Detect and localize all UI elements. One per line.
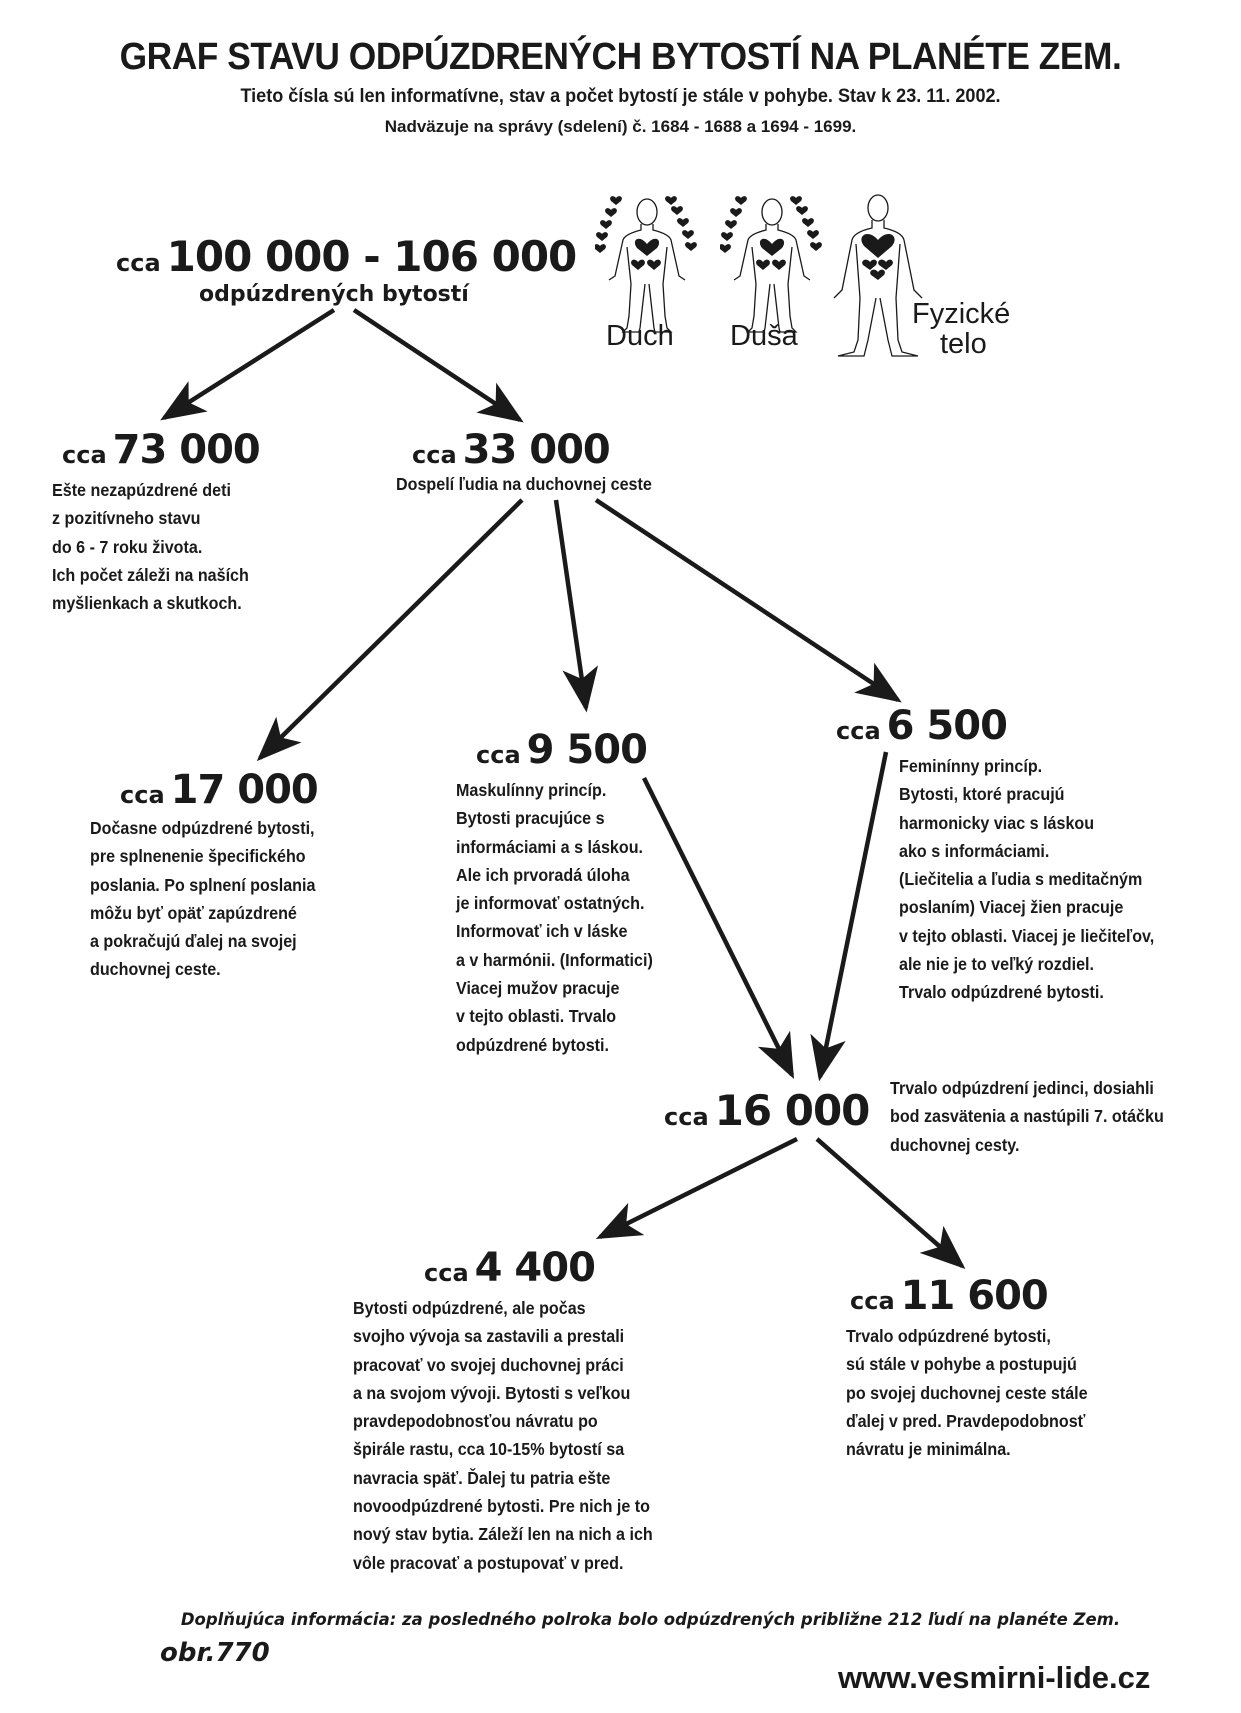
arrow-adults-to-masculine	[556, 500, 586, 708]
figure-label-fyzicke: Fyzické	[912, 298, 1011, 330]
masculine-count	[476, 727, 647, 773]
advancing-prefix: cca	[850, 1287, 895, 1315]
feminine-count	[836, 703, 1007, 749]
masculine-value: 9 500	[526, 727, 647, 773]
adults-prefix: cca	[412, 441, 457, 469]
masculine-prefix: cca	[476, 741, 521, 769]
figure-label-duch: Duch	[606, 320, 674, 352]
initiated-value: 16 000	[714, 1086, 870, 1135]
stopped-count	[424, 1245, 595, 1291]
children-count	[62, 427, 260, 473]
root-value: 100 000 - 106 000	[166, 232, 577, 281]
figure-number: obr.770	[160, 1638, 270, 1668]
arrow-adults-to-temporary	[260, 500, 522, 758]
initiated-count	[664, 1086, 870, 1135]
arrow-root-to-adults	[354, 310, 520, 420]
temporary-prefix: cca	[120, 781, 165, 809]
website-link[interactable]: www.vesmirni-lide.cz	[838, 1660, 1151, 1695]
temporary-value: 17 000	[170, 767, 318, 813]
reference-line: Nadväzuje na správy (sdelení) č. 1684 - 1688 a 1694 - 1699.	[384, 117, 857, 136]
supplementary-note: Doplňujúca informácia: za posledného polroka bolo odpúzdrených približne 212 ľudí na planéte Zem.	[180, 1610, 1121, 1630]
physical-body-figure-icon	[828, 194, 938, 364]
figure-label-telo: telo	[940, 328, 987, 360]
adults-description: Dospelí ľudia na duchovnej ceste	[396, 474, 652, 494]
children-value: 73 000	[112, 427, 260, 473]
root-count	[116, 232, 577, 281]
feminine-description: Feminínny princíp. Bytosti, ktoré pracujú harmonicky viac s láskou ako s informáciami. (Liečitelia a ľudia s meditačným poslaním) Viacej žien pracuje v tejto oblasti. Viacej je liečiteľov, ale nie je to veľký rozdiel. Trvalo odpúzdrené bytosti.	[899, 756, 1155, 1003]
stopped-prefix: cca	[424, 1259, 469, 1287]
stopped-description: Bytosti odpúzdrené, ale počas svojho vývoja sa zastavili a prestali pracovať vo svojej duchovnej práci a na svojom vývoji. Bytosti s veľkou pravdepodobnosťou návratu po špirále rastu, cca 10-15% bytostí sa navracia späť. Ďalej tu patria ešte novoodpúzdrené bytosti. Pre nich je to nový stav bytia. Záleží len na nich a ich vôle pracovať a postupovať v pred.	[353, 1298, 653, 1573]
arrow-feminine-to-initiated	[820, 752, 886, 1077]
root-prefix: cca	[116, 249, 161, 277]
arrow-adults-to-feminine	[596, 500, 898, 700]
advancing-value: 11 600	[900, 1273, 1048, 1319]
children-description: Ešte nezapúzdrené deti z pozitívneho stavu do 6 - 7 roku života. Ich počet záleži na naších myšlienkach a skutkoch.	[52, 480, 249, 614]
figure-label-dusa: Duša	[730, 320, 798, 352]
initiated-prefix: cca	[664, 1103, 709, 1131]
adults-value: 33 000	[462, 427, 610, 473]
arrow-initiated-to-stopped	[600, 1139, 797, 1237]
advancing-count	[850, 1273, 1048, 1319]
feminine-prefix: cca	[836, 717, 881, 745]
masculine-description: Maskulínny princíp. Bytosti pracujúce s informáciami a s láskou. Ale ich prvoradá úloha je informovať ostatných. Informovať ich v láske a v harmónii. (Informatici) Viacej mužov pracuje v tejto oblasti. Trvalo odpúzdrené bytosti.	[456, 780, 653, 1055]
root-label: odpúzdrených bytostí	[199, 282, 469, 307]
page-title: GRAF STAVU ODPÚZDRENÝCH BYTOSTÍ NA PLANÉTE ZEM.	[119, 36, 1122, 78]
arrow-masculine-to-initiated	[644, 778, 792, 1075]
children-prefix: cca	[62, 441, 107, 469]
feminine-value: 6 500	[886, 703, 1007, 749]
temporary-count	[120, 767, 318, 813]
temporary-description: Dočasne odpúzdrené bytosti, pre splnenenie špecifického poslania. Po splnení poslania môžu byť opäť zapúzdrené a pokračujú ďalej na svojej duchovnej ceste.	[90, 818, 316, 980]
arrow-root-to-children	[164, 310, 334, 418]
page-subtitle: Tieto čísla sú len informatívne, stav a počet bytostí je stále v pohybe. Stav k 23. 11. 2002.	[240, 86, 1001, 107]
initiated-description: Trvalo odpúzdrení jedinci, dosiahli bod zasvätenia a nastúpili 7. otáčku duchovnej cesty.	[890, 1078, 1164, 1155]
adults-count	[412, 427, 610, 473]
advancing-description: Trvalo odpúzdrené bytosti, sú stále v pohybe a postupujú po svojej duchovnej ceste stále ďalej v pred. Pravdepodobnosť návratu je minimálna.	[846, 1326, 1088, 1460]
stopped-value: 4 400	[474, 1245, 595, 1291]
